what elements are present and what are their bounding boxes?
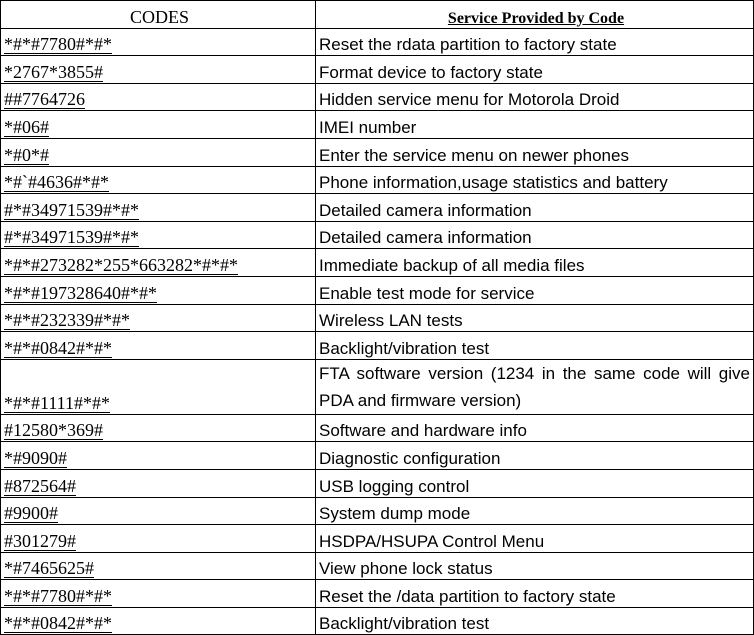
code-text: #301279#: [4, 530, 76, 551]
code-text: *#06#: [4, 116, 49, 137]
code-cell: [1, 332, 316, 360]
description-cell: Software and hardware info: [316, 414, 754, 442]
header-row: [1, 1, 754, 29]
description-cell: FTA software version (1234 in the same code will give PDA and firmware version): [316, 359, 754, 414]
code-cell: [1, 442, 316, 470]
code-text: *#0*#: [4, 144, 49, 165]
description-cell: Reset the /data partition to factory state: [316, 580, 754, 608]
code-text: *#*#197328640#*#*: [4, 282, 157, 303]
service-header: [316, 1, 754, 29]
code-text: *#*#7780#*#*: [4, 34, 112, 55]
code-cell: [1, 166, 316, 194]
description-cell: IMEI number: [316, 111, 754, 139]
codes-header: CODES: [1, 1, 316, 29]
code-cell: [1, 304, 316, 332]
table-row: [1, 414, 754, 442]
code-cell: [1, 111, 316, 139]
table-row: [1, 166, 754, 194]
table-row: [1, 332, 754, 360]
code-text: *#*#7780#*#*: [4, 585, 112, 606]
code-text: ##7764726: [4, 89, 85, 110]
description-cell: Detailed camera information: [316, 194, 754, 222]
description-cell: Hidden service menu for Motorola Droid: [316, 83, 754, 111]
service-header-label: Service Provided by Code: [447, 9, 625, 27]
code-cell: [1, 276, 316, 304]
code-cell: [1, 414, 316, 442]
table-row: [1, 221, 754, 249]
table-row: [1, 249, 754, 277]
code-text: *#9090#: [4, 447, 67, 468]
description-cell: Detailed camera information: [316, 221, 754, 249]
description-cell: Diagnostic configuration: [316, 442, 754, 470]
code-cell: [1, 28, 316, 56]
code-text: *#*#0842#*#*: [4, 337, 112, 358]
code-text: *2767*3855#: [4, 61, 103, 82]
table-row: [1, 497, 754, 525]
table-row: [1, 138, 754, 166]
code-cell: [1, 83, 316, 111]
description-cell: Format device to factory state: [316, 56, 754, 84]
code-cell: [1, 580, 316, 608]
table-row: [1, 83, 754, 111]
code-text: *#*#0842#*#*: [4, 613, 112, 634]
table-row: [1, 552, 754, 580]
code-text: #872564#: [4, 475, 76, 496]
code-text: *#*#273282*255*663282*#*#*: [4, 254, 238, 275]
table-row: [1, 442, 754, 470]
code-text: #*#34971539#*#*: [4, 227, 139, 248]
description-cell: Enter the service menu on newer phones: [316, 138, 754, 166]
code-cell: [1, 497, 316, 525]
table-row: [1, 28, 754, 56]
code-cell: [1, 249, 316, 277]
code-text: *#*#232339#*#*: [4, 310, 130, 331]
description-cell: Wireless LAN tests: [316, 304, 754, 332]
code-text: #9900#: [4, 503, 58, 524]
code-cell: [1, 221, 316, 249]
code-text: *#*#1111#*#*: [4, 392, 110, 413]
code-text: *#7465625#: [4, 558, 94, 579]
code-cell: [1, 525, 316, 553]
table-row: [1, 304, 754, 332]
code-cell: [1, 138, 316, 166]
description-cell: USB logging control: [316, 469, 754, 497]
code-cell: [1, 552, 316, 580]
description-cell: Backlight/vibration test: [316, 332, 754, 360]
table-row: [1, 276, 754, 304]
table-row: [1, 111, 754, 139]
description-cell: Phone information,usage statistics and battery: [316, 166, 754, 194]
table-row: [1, 56, 754, 84]
code-text: *#`#4636#*#*: [4, 172, 109, 193]
code-cell: [1, 469, 316, 497]
description-cell: Reset the rdata partition to factory state: [316, 28, 754, 56]
table-row: [1, 359, 754, 414]
code-cell: [1, 56, 316, 84]
table-row: [1, 194, 754, 222]
description-cell: View phone lock status: [316, 552, 754, 580]
code-cell: [1, 359, 316, 414]
table-row: [1, 580, 754, 608]
description-cell: Immediate backup of all media files: [316, 249, 754, 277]
description-cell: Enable test mode for service: [316, 276, 754, 304]
description-cell: System dump mode: [316, 497, 754, 525]
description-cell: Backlight/vibration test: [316, 607, 754, 635]
table-row: [1, 469, 754, 497]
code-cell: [1, 194, 316, 222]
code-text: #12580*369#: [4, 420, 103, 441]
table-row: [1, 525, 754, 553]
description-cell: HSDPA/HSUPA Control Menu: [316, 525, 754, 553]
code-text: #*#34971539#*#*: [4, 199, 139, 220]
